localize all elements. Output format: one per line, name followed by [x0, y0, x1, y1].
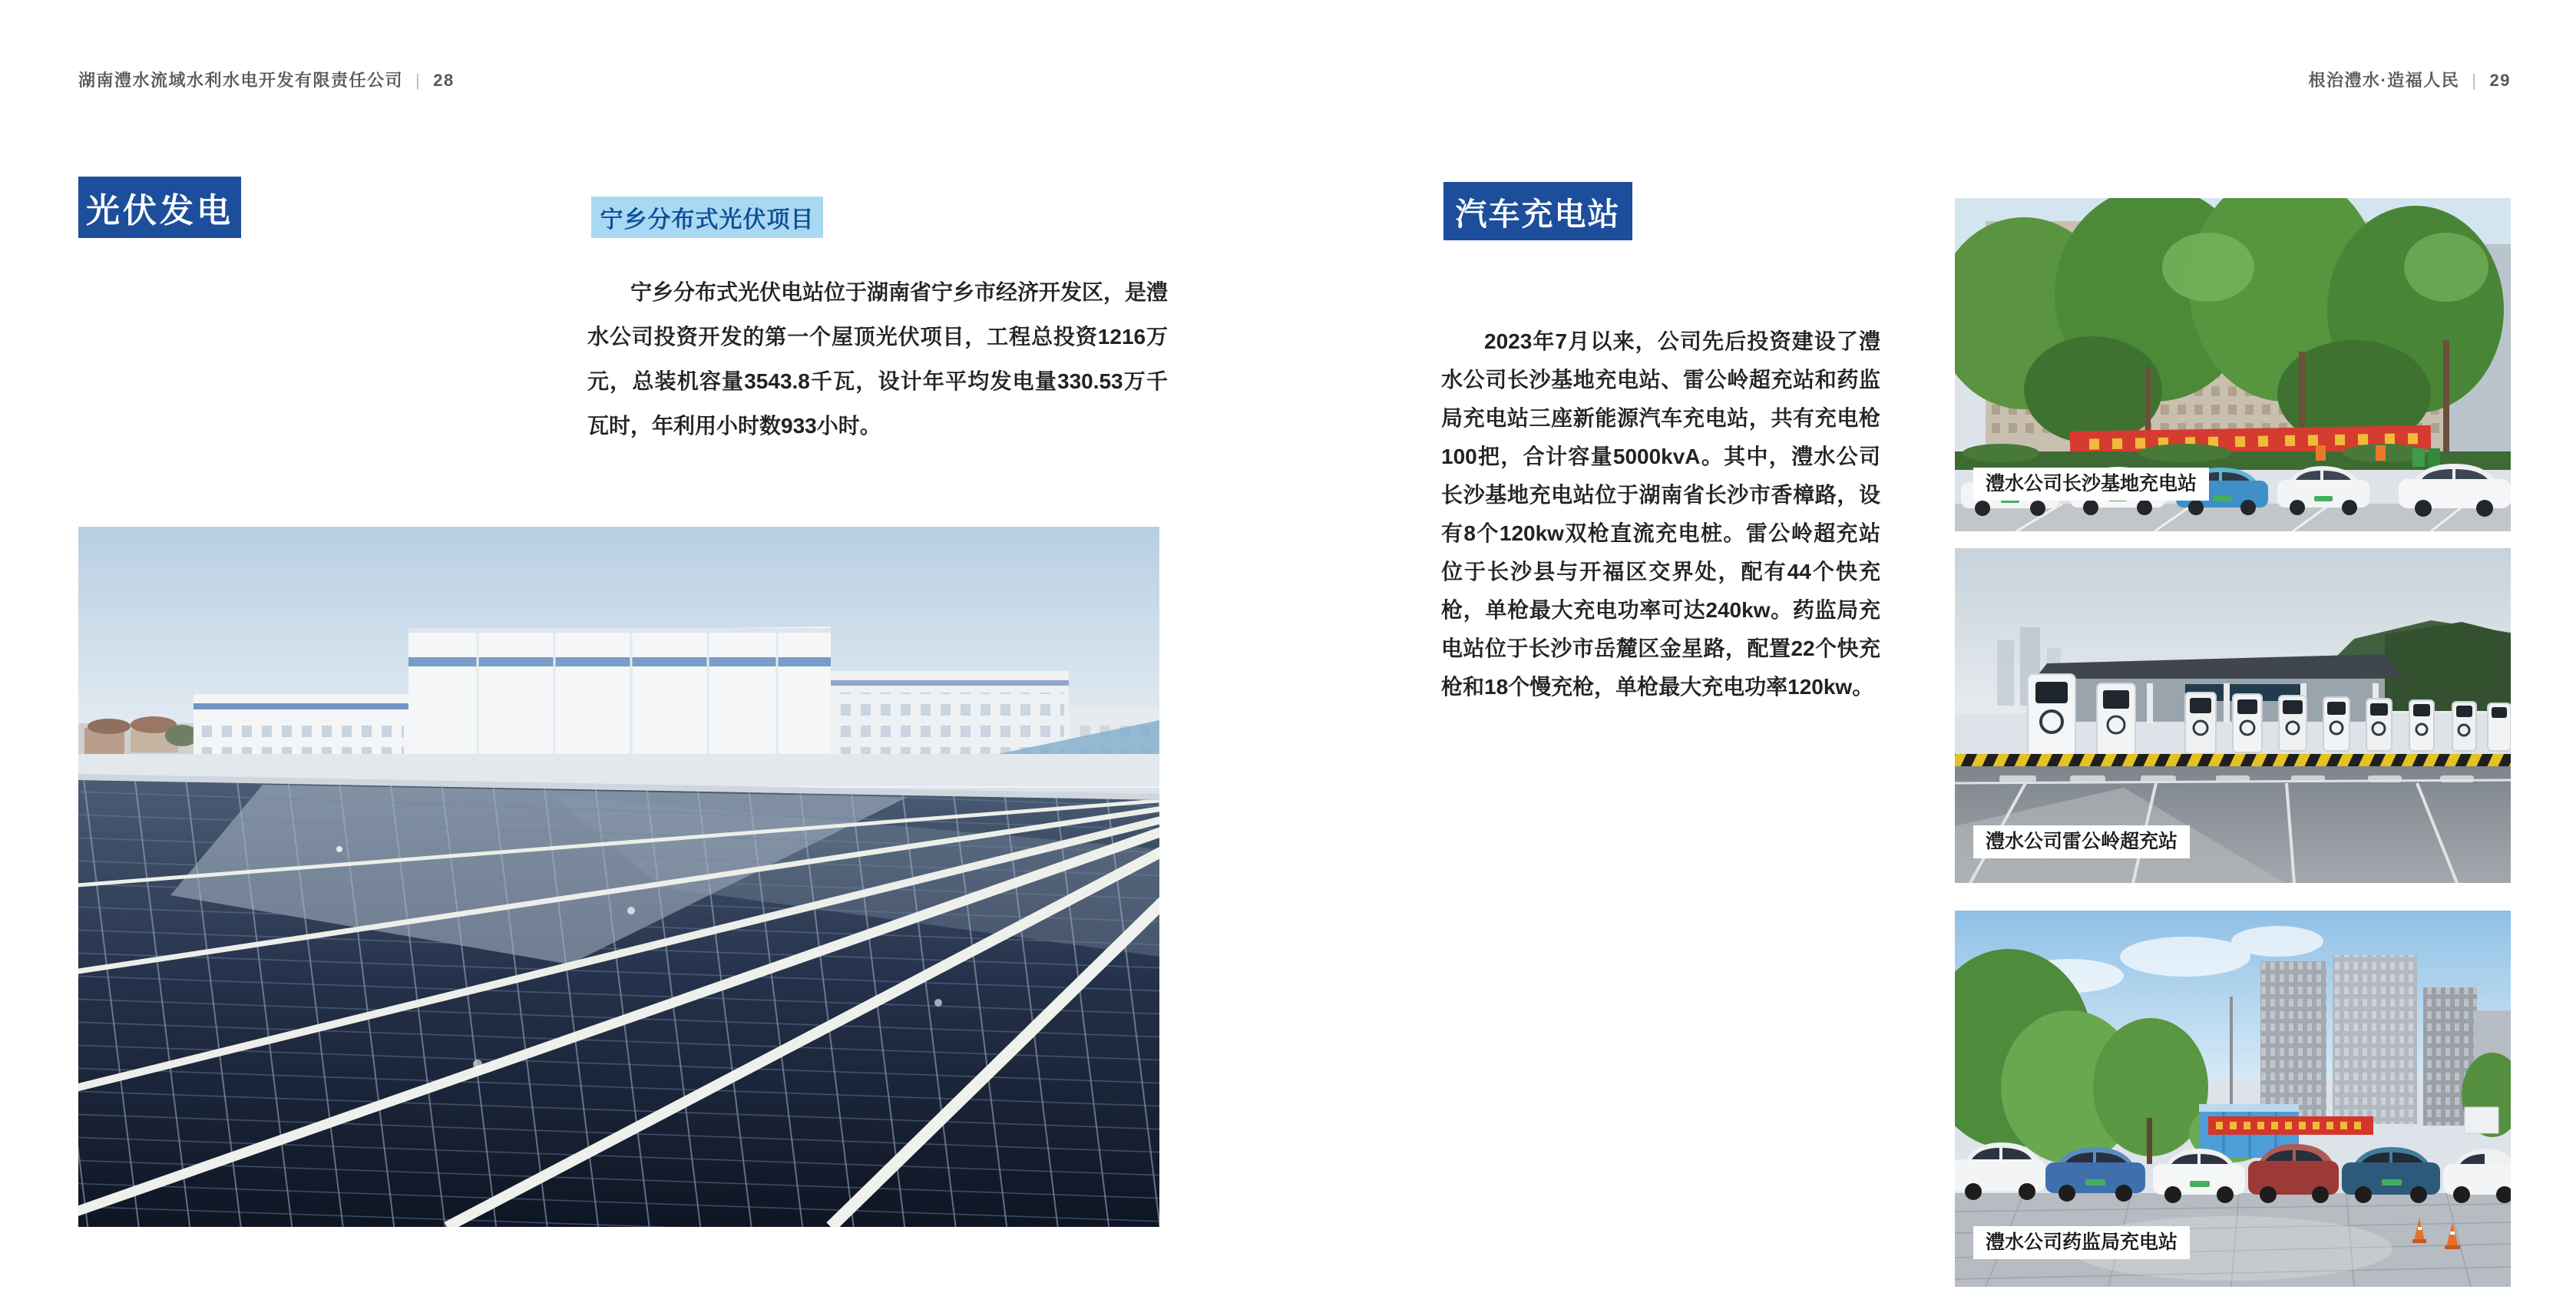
photo-yaojianju-station [1955, 911, 2511, 1287]
photo-leigongling-station [1955, 548, 2511, 883]
subsection-title-ningxiang-pv: 宁乡分布式光伏项目 [591, 197, 823, 238]
charging-pile [2316, 445, 2326, 461]
running-head-left [78, 68, 455, 91]
red-banner [2208, 1116, 2373, 1135]
utility-box [2465, 1107, 2498, 1133]
photo-changsha-base-station [1955, 198, 2511, 531]
company-name: 湖南澧水流域水利水电开发有限责任公司 [78, 71, 404, 90]
hazard-stripe-barrier [1955, 754, 2511, 768]
page-number-left: 28 [433, 71, 455, 90]
slogan: 根治澧水·造福人民 [2308, 71, 2460, 90]
header-separator: | [2472, 71, 2478, 90]
section-title-ev: 汽车充电站 [1443, 182, 1632, 240]
running-head-right [2308, 68, 2511, 91]
solar-photo-illustration [78, 527, 1159, 1227]
photo-caption: 澧水公司长沙基地充电站 [1973, 468, 2209, 501]
solar-panel-detail [78, 772, 1159, 1227]
page-number-right: 29 [2489, 71, 2511, 90]
trash-bin [2412, 448, 2425, 467]
photo-caption: 澧水公司药监局充电站 [1973, 1226, 2190, 1259]
photo-caption: 澧水公司雷公岭超充站 [1973, 825, 2190, 858]
ev-body-paragraph: 2023年7月以来，公司先后投资建设了澧水公司长沙基地充电站、雷公岭超充站和药监局充电站三座新能源汽车充电站，共有充电枪100把，合计容量5000kvA。其中，澧水公司长沙基地充电站位于湖南省长沙市香樟路，设有8个120kw双枪直流充电桩。雷公岭超充站位于长沙县与开福区交界处，配有44个快充枪，单枪最大充电功率可达240kw。药监局充电站位于长沙市岳麓区金星路，配置22个快充枪和18个慢充枪，单枪最大充电功率120kw。 [1441, 329, 1880, 699]
header-separator: | [415, 71, 422, 90]
charging-pile [2376, 445, 2386, 461]
pv-body-paragraph: 宁乡分布式光伏电站位于湖南省宁乡市经济开发区，是澧水公司投资开发的第一个屋顶光伏项目，工程总投资1216万元，总装机容量3543.8千瓦，设计年平均发电量330.53万千瓦时，年利用小时数933小时。 [587, 280, 1169, 438]
photo-rooftop-solar-array [78, 527, 1159, 1227]
trash-bin [2428, 448, 2440, 467]
section-title-pv: 光伏发电 [78, 177, 241, 238]
